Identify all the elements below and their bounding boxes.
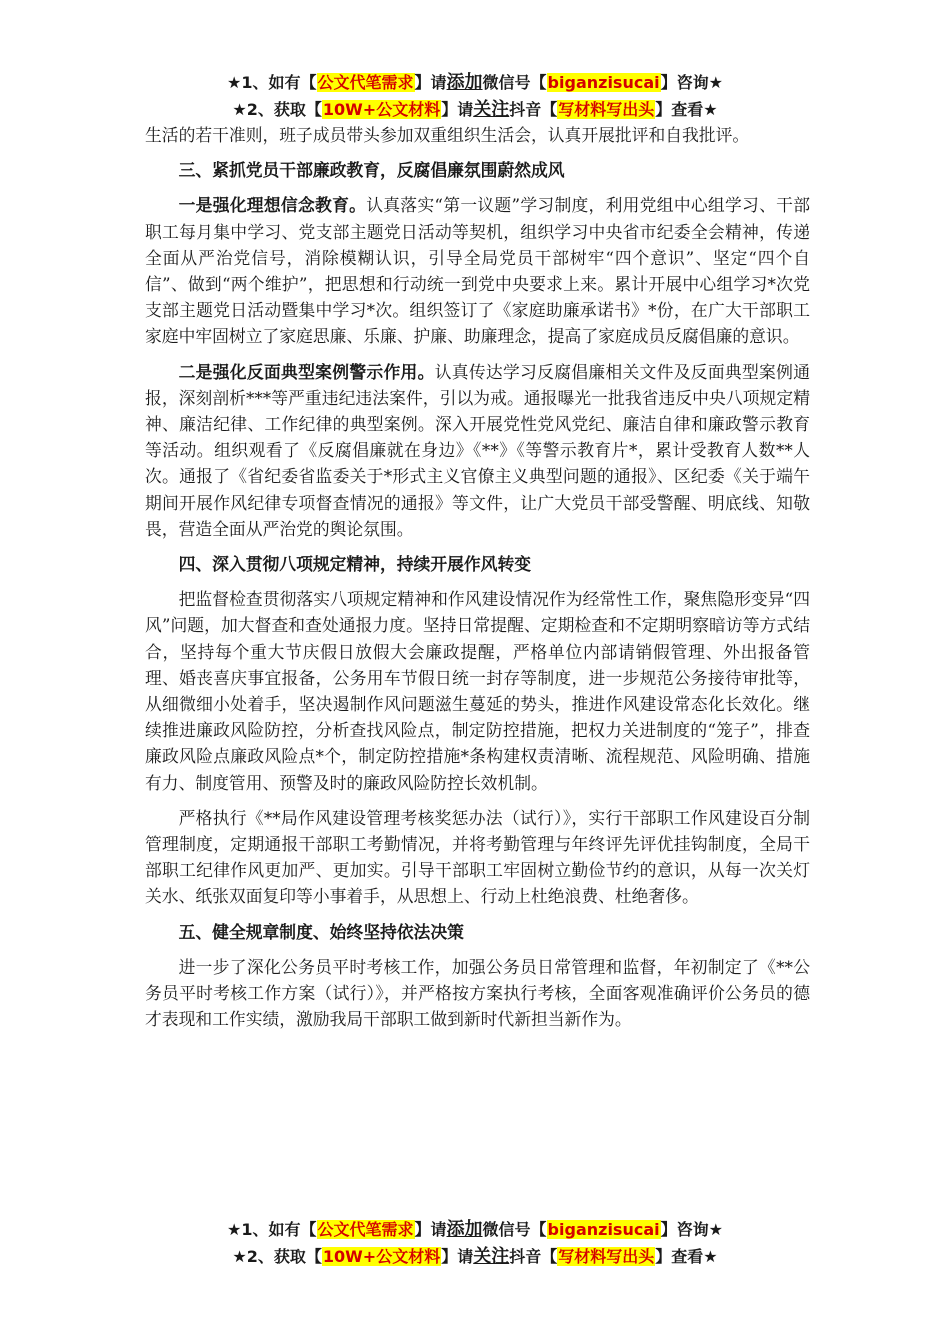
section-heading: 三、紧抓党员干部廉政教育，反腐倡廉氛围蔚然成风 [178, 160, 565, 181]
top-banner [0, 69, 950, 123]
paragraph: 生活的若干准则，班子成员带头参加双重组织生活会，认真开展批评和自我批评。 [145, 125, 750, 145]
paragraph: 一是强化理想信念教育。认真落实“第一议题”学习制度，利用党组中心组学习、干部职工每月集中学习、党支部主题党日活动等契机，组织学习中央省市纪委全会精神，传递全面从严治党信号，消除模糊认识，引导全局党员干部树牢“四个意识”、坚定“四个自信”、做到“两个维护”，把思想和行动统一到党中央要求上来。累计开展中心组学习*次党支部主题党日活动暨集中学习*次。组织签订了《家庭助廉承诺书》*份，在广大干部职工家庭中牢固树立了家庭思廉、乐廉、护廉、助廉理念，提高了家庭成员反腐倡廉的意识。 [145, 195, 810, 347]
banner-line-2: ★2、获取【10W+公文材料】请关注抖音【写材料写出头】查看★ [232, 99, 718, 120]
paragraph-lead: 一是强化理想信念教育。 [178, 195, 367, 216]
banner-highlight: 公文代笔需求 [317, 73, 414, 92]
banner-line-2: ★2、获取【10W+公文材料】请关注抖音【写材料写出头】查看★ [232, 1246, 718, 1267]
paragraph: 二是强化反面典型案例警示作用。认真传达学习反腐倡廉相关文件及反面典型案例通报，深刻剖析***等严重违纪违法案件，引以为戒。通报曝光一批我省违反中央八项规定精神、廉洁纪律、工作纪律的典型案例。深入开展党性党风党纪、廉洁自律和廉政警示教育等活动。组织观看了《反腐倡廉就在身边》《**》《等警示教育片*，累计受教育人数**人次。通报了《省纪委省监委关于*形式主义官僚主义典型问题的通报》、区纪委《关于端午期间开展作风纪律专项督查情况的通报》等文件，让广大党员干部受警醒、明底线、知敬畏，营造全面从严治党的舆论氛围。 [145, 361, 810, 539]
section-heading: 五、健全规章制度、始终坚持依法决策 [178, 921, 464, 942]
banner-line-1: ★1、如有【公文代笔需求】请添加微信号【biganzisucai】咨询★ [227, 72, 723, 93]
banner-highlight: 10W+公文材料 [322, 100, 441, 119]
document-body [145, 122, 810, 1042]
bottom-banner [0, 1216, 950, 1270]
paragraph: 进一步了深化公务员平时考核工作，加强公务员日常管理和监督，年初制定了《**公务员平时考核工作方案（试行）》，并严格按方案执行考核，全面客观准确评价公务员的德才表现和工作实绩，激励我局干部职工做到新时代新担当新作为。 [145, 956, 810, 1030]
paragraph: 严格执行《**局作风建设管理考核奖惩办法（试行）》，实行干部职工作风建设百分制管理制度，定期通报干部职工考勤情况，并将考勤管理与年终评先评优挂钩制度，全局干部职工纪律作风更加严、更加实。引导干部职工牢固树立勤俭节约的意识，从每一次关灯关水、纸张双面复印等小事着手，从思想上、行动上杜绝浪费、杜绝奢侈。 [145, 807, 810, 907]
paragraph-lead: 二是强化反面典型案例警示作用。 [178, 361, 435, 382]
banner-highlight: 公文代笔需求 [317, 1220, 414, 1239]
paragraph: 把监督检查贯彻落实八项规定精神和作风建设情况作为经常性工作，聚焦隐形变异“四风”问题，加大督查和查处通报力度。坚持日常提醒、定期检查和不定期明察暗访等方式结合，坚持每个重大节庆假日放假大会廉政提醒，严格单位内部请销假管理、外出报备管理、婚丧喜庆事宜报备，公务用车节假日统一封存等制度，进一步规范公务接待审批等，从细微细小处着手，坚决遏制作风问题滋生蔓延的势头，推进作风建设常态化长效化。继续推进廉政风险防控，分析查找风险点，制定防控措施，把权力关进制度的“笼子”，排查廉政风险点廉政风险点*个，制定防控措施*条构建权责清晰、流程规范、风险明确、措施有力、制度管用、预警及时的廉政风险防控长效机制。 [145, 589, 810, 793]
section-heading: 四、深入贯彻八项规定精神，持续开展作风转变 [178, 554, 532, 575]
banner-highlight: 写材料写出头 [558, 1247, 655, 1266]
banner-highlight: 写材料写出头 [558, 100, 655, 119]
banner-highlight: 10W+公文材料 [322, 1247, 441, 1266]
banner-highlight: biganzisucai [547, 73, 660, 92]
banner-highlight: biganzisucai [547, 1220, 660, 1239]
banner-line-1: ★1、如有【公文代笔需求】请添加微信号【biganzisucai】咨询★ [227, 1219, 723, 1240]
